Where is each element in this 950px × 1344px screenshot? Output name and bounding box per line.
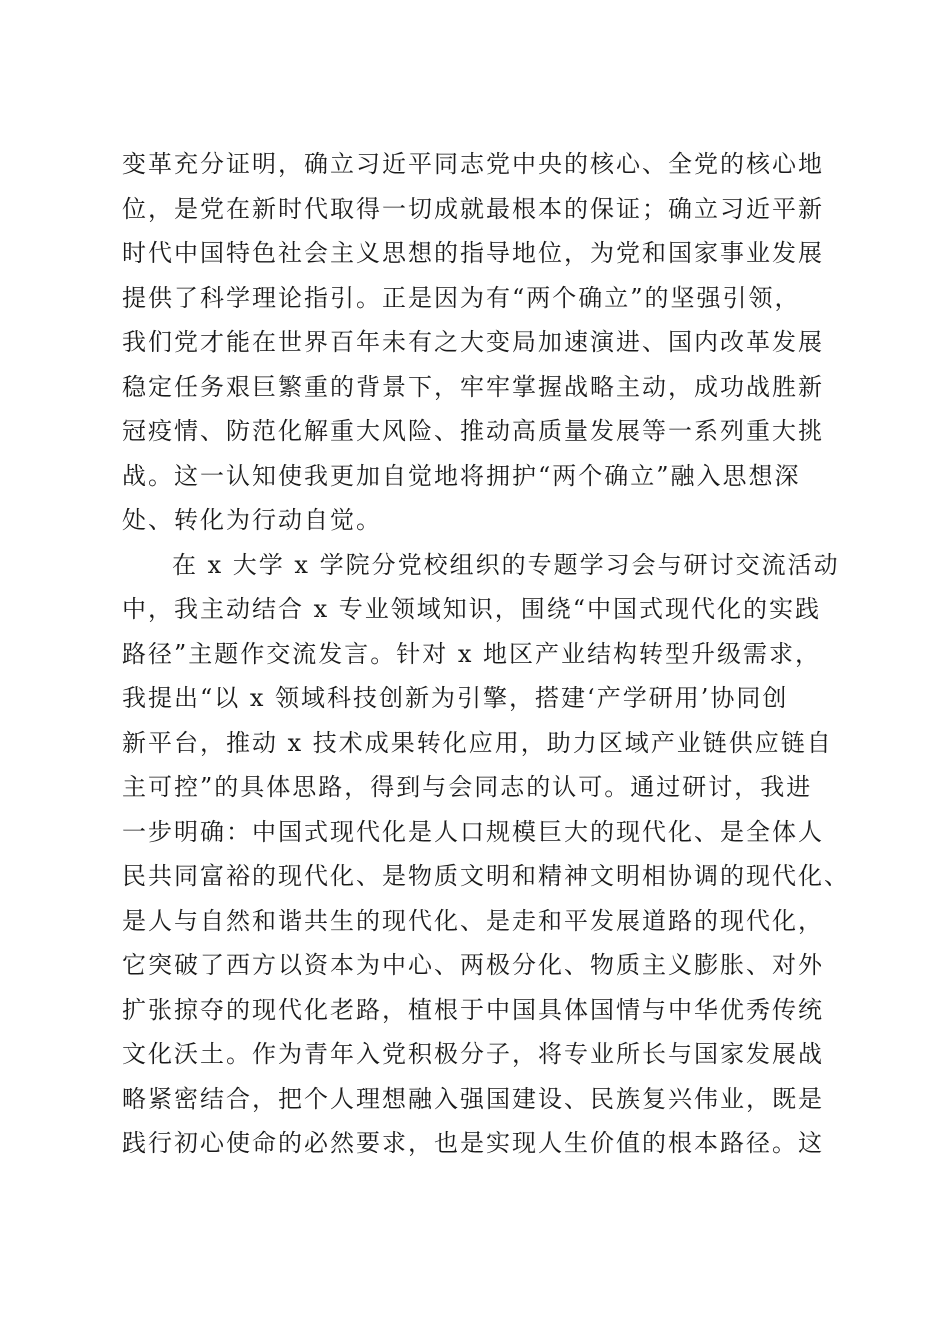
- paragraph-2: [122, 543, 850, 1166]
- paragraph-line: 我提出“以 x 领域科技创新为引擎，搭建‘产学研用’协同创: [122, 684, 789, 712]
- paragraph-line: 它突破了西方以资本为中心、两极分化、物质主义膨胀、对外: [122, 951, 824, 979]
- paragraph-line: 稳定任务艰巨繁重的背景下，牢牢掌握战略主动，成功战胜新: [122, 372, 824, 401]
- paragraph-line: 提供了科学理论指引。正是因为有“两个确立”的坚强引领，: [122, 283, 801, 312]
- paragraph-line: 时代中国特色社会主义思想的指导地位，为党和国家事业发展: [122, 239, 824, 267]
- document-body: [122, 142, 850, 1166]
- paragraph-line: 是人与自然和谐共生的现代化、是走和平发展道路的现代化，: [122, 906, 824, 935]
- paragraph-line: 处、转化为行动自觉。: [122, 506, 382, 534]
- paragraph-line: 扩张掠夺的现代化老路，植根于中国具体国情与中华优秀传统: [122, 995, 824, 1024]
- paragraph-line: 主可控”的具体思路，得到与会同志的认可。通过研讨，我进: [122, 773, 813, 801]
- paragraph-first-line: 在 x 大学 x 学院分党校组织的专题学习会与研讨交流活动: [172, 550, 840, 579]
- paragraph-line: 冠疫情、防范化解重大风险、推动高质量发展等一系列重大挑: [122, 417, 824, 445]
- paragraph-line: 文化沃土。作为青年入党积极分子，将专业所长与国家发展战: [122, 1040, 824, 1068]
- paragraph-1: [122, 142, 842, 543]
- paragraph-line: 位，是党在新时代取得一切成就最根本的保证；确立习近平新: [122, 194, 824, 223]
- paragraph-line: 战。这一认知使我更加自觉地将拥护“两个确立”融入思想深: [122, 461, 801, 490]
- paragraph-line: 一步明确：中国式现代化是人口规模巨大的现代化、是全体人: [122, 817, 824, 846]
- paragraph-line: 路径”主题作交流发言。针对 x 地区产业结构转型升级需求，: [122, 639, 822, 668]
- paragraph-line: 践行初心使命的必然要求，也是实现人生价值的根本路径。这: [122, 1129, 824, 1157]
- paragraph-line: 中，我主动结合 x 专业领域知识，围绕“中国式现代化的实践: [122, 595, 822, 623]
- paragraph-line: 新平台，推动 x 技术成果转化应用，助力区域产业链供应链自: [122, 728, 833, 757]
- paragraph-line: 变革充分证明，确立习近平同志党中央的核心、全党的核心地: [122, 150, 824, 178]
- paragraph-line: 我们党才能在世界百年未有之大变局加速演进、国内改革发展: [122, 328, 824, 356]
- paragraph-line: 民共同富裕的现代化、是物质文明和精神文明相协调的现代化、: [122, 862, 850, 890]
- paragraph-line: 略紧密结合，把个人理想融入强国建设、民族复兴伟业，既是: [122, 1084, 824, 1113]
